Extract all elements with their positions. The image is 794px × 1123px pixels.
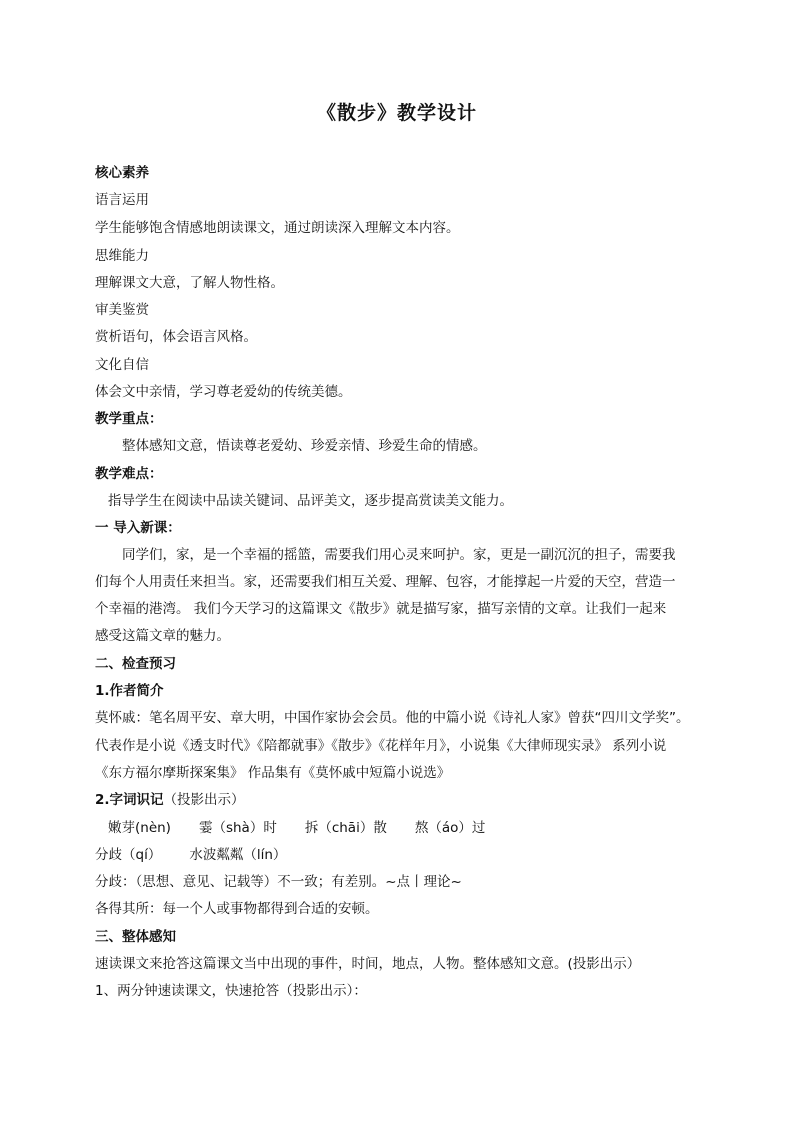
key-point-text: 整体感知文意，悟读尊老爱幼、珍爱亲情、珍爱生命的情感。 (122, 438, 487, 454)
author-line: 《东方福尔摩斯探案集》 作品集有《莫怀戚中短篇小说选》 (95, 765, 451, 781)
word-item: 熬（áo）过 (414, 820, 486, 836)
word-item: 嫩芽(nèn) (108, 820, 171, 836)
word-item: 霎（shà）时 (198, 820, 277, 836)
words-row-1 (108, 818, 728, 838)
difficulty-heading: 教学难点： (95, 466, 163, 482)
overall-line: 1、两分钟速读课文，快速抢答（投影出示）： (95, 983, 367, 999)
intro-line: 同学们，家，是一个幸福的摇篮，需要我们用心灵来呵护。家，更是一副沉沉的担子，需要我 (122, 547, 676, 563)
aesthetic-label: 审美鉴赏 (95, 302, 149, 318)
intro-line: 们每个人用责任来担当。家，还需要我们相互关爱、理解、包容，才能撑起一片爱的天空，营造一 (95, 574, 676, 590)
culture-label: 文化自信 (95, 357, 149, 373)
word-item: 水波粼粼（lín） (189, 847, 287, 863)
language-use-label: 语言运用 (95, 192, 149, 208)
thinking-text: 理解课文大意，了解人物性格。 (95, 275, 284, 291)
definition-line: 各得其所：每一个人或事物都得到合适的安顿。 (95, 901, 379, 917)
words-heading: 2.字词识记 (95, 792, 164, 808)
language-use-text: 学生能够饱含情感地朗读课文，通过朗读深入理解文本内容。 (95, 220, 460, 236)
intro-line: 个幸福的港湾。 我们今天学习的这篇课文《散步》就是描写家，描写亲情的文章。让我们一起来 (95, 601, 667, 617)
key-point-heading: 教学重点： (95, 411, 163, 427)
words-row-2 (95, 845, 715, 865)
aesthetic-text: 赏析语句，体会语言风格。 (95, 329, 257, 345)
word-item: 拆（chāi）散 (304, 820, 387, 836)
core-literacy-heading: 核心素养 (95, 165, 149, 181)
definition-line: 分歧：（思想、意见、记载等）不一致；有差别。~点丨理论~ (95, 874, 462, 890)
intro-heading: 一 导入新课： (95, 520, 181, 536)
thinking-label: 思维能力 (95, 248, 149, 264)
words-note: （投影出示） (163, 792, 245, 808)
overall-heading: 三、整体感知 (95, 929, 176, 945)
words-heading-row (95, 790, 715, 810)
author-heading: 1.作者简介 (95, 683, 164, 699)
author-line: 莫怀戚：笔名周平安、章大明，中国作家协会会员。他的中篇小说《诗礼人家》曾获“四川文学奖”。 (95, 710, 690, 726)
culture-text: 体会文中亲情，学习尊老爱幼的传统美德。 (95, 384, 352, 400)
intro-line: 感受这篇文章的魅力。 (95, 628, 230, 644)
overall-line: 速读课文来抢答这篇课文当中出现的事件，时间，地点，人物。整体感知文意。(投影出示） (95, 956, 641, 972)
preview-heading: 二、检查预习 (95, 656, 176, 672)
page-title: 《散步》教学设计 (316, 102, 477, 124)
author-line: 代表作是小说《透支时代》《陪都就事》《散步》《花样年月》，小说集《大律师现实录》 系列小说 (95, 738, 667, 754)
difficulty-text: 指导学生在阅读中品读关键词、品评美文，逐步提高赏读美文能力。 (108, 493, 513, 509)
word-item: 分歧（qí） (95, 847, 162, 863)
